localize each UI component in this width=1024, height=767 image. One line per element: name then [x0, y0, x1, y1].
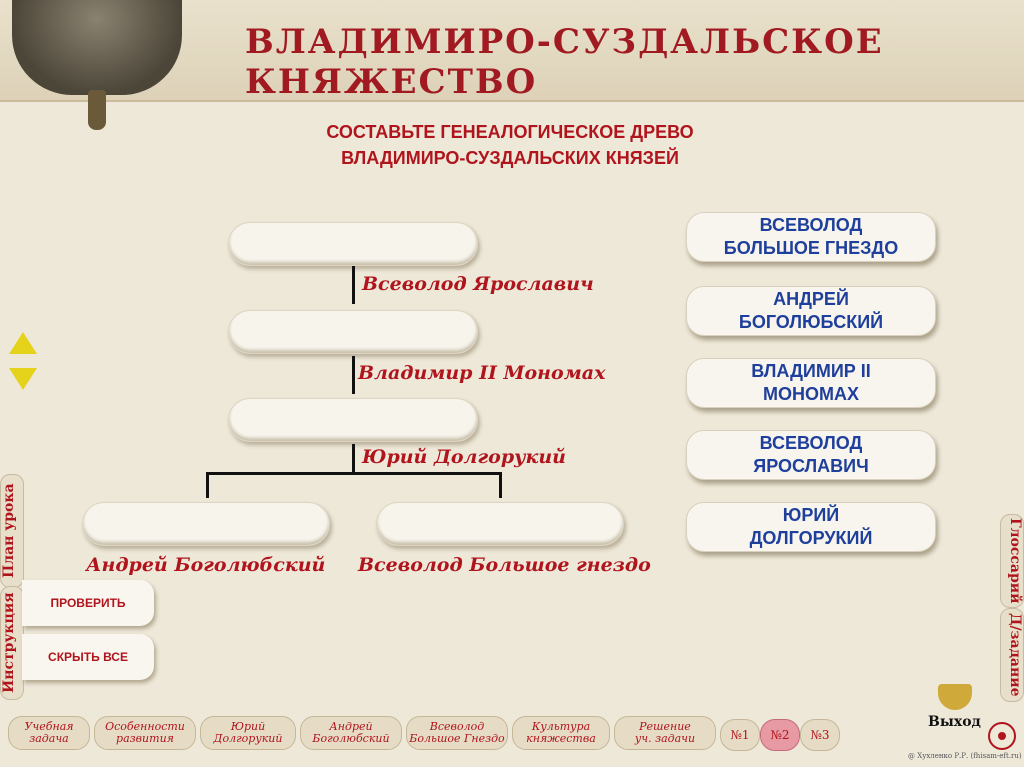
arrow-down-icon[interactable] — [9, 368, 37, 390]
task-number-1[interactable]: №1 — [720, 719, 760, 751]
bell-clapper — [88, 90, 106, 130]
nav-line: Учебная — [24, 720, 74, 733]
nav-line: Большое Гнездо — [409, 732, 505, 745]
nav-line: задача — [29, 732, 69, 745]
bell-image — [12, 0, 182, 95]
credit-text: @ Хухленко Р.Р. (fhisam-eft.ru) — [908, 752, 1022, 760]
nav-line: Юрий — [230, 720, 266, 733]
tab-lesson-plan[interactable]: План урока — [0, 474, 24, 588]
card-line: ВЛАДИМИР II — [751, 361, 871, 381]
nav-line: Андрей — [329, 720, 373, 733]
tree-branch-left — [206, 472, 209, 498]
nav-line: уч. задачи — [634, 732, 696, 745]
card-vsevolod-bolshoe-gnezdo[interactable] — [686, 212, 936, 262]
nav-yury[interactable] — [200, 716, 296, 750]
nav-line: Всеволод — [429, 720, 485, 733]
tree-slot-3[interactable] — [228, 398, 478, 442]
nav-line: Культура — [531, 720, 591, 733]
task-line-2: ВЛАДИМИРО-СУЗДАЛЬСКИХ КНЯЗЕЙ — [341, 148, 679, 168]
tree-connector-3 — [352, 444, 355, 474]
tree-label-child-right: Всеволод Большое гнездо — [358, 554, 651, 576]
card-line: БОГОЛЮБСКИЙ — [738, 312, 884, 332]
nav-features[interactable] — [94, 716, 196, 750]
nav-line: княжества — [526, 732, 596, 745]
tree-slot-2[interactable] — [228, 310, 478, 354]
header-banner — [0, 0, 1024, 102]
nav-line: развития — [116, 732, 174, 745]
chalice-icon — [938, 684, 972, 710]
card-line: ВСЕВОЛОД — [759, 215, 863, 235]
card-line: ВСЕВОЛОД — [759, 433, 863, 453]
nav-andrey[interactable] — [300, 716, 402, 750]
card-yury-dolgoruky[interactable] — [686, 502, 936, 552]
tree-slot-1[interactable] — [228, 222, 478, 266]
tree-connector-2 — [352, 356, 355, 394]
hide-all-button[interactable]: СКРЫТЬ ВСЕ — [22, 634, 154, 680]
card-line: МОНОМАХ — [763, 384, 859, 404]
exit-button[interactable] — [928, 684, 988, 748]
tree-slot-child-left[interactable] — [82, 502, 330, 546]
card-line: ДОЛГОРУКИЙ — [749, 528, 873, 548]
tab-glossary[interactable]: Глоссарий — [1000, 514, 1024, 608]
card-line: АНДРЕЙ — [773, 289, 849, 309]
check-button[interactable]: ПРОВЕРИТЬ — [22, 580, 154, 626]
app-title: ВЛАДИМИРО-СУЗДАЛЬСКОЕ КНЯЖЕСТВО — [245, 22, 884, 102]
nav-vsevolod[interactable] — [406, 716, 508, 750]
card-vladimir-monomakh[interactable] — [686, 358, 936, 408]
nav-line: Решение — [639, 720, 691, 733]
nav-solution[interactable] — [614, 716, 716, 750]
tree-label-level2: Владимир II Мономах — [358, 362, 606, 384]
nav-culture[interactable] — [512, 716, 610, 750]
nav-line: Боголюбский — [312, 732, 390, 745]
tree-label-child-left: Андрей Боголюбский — [86, 554, 326, 576]
tab-homework[interactable]: Д/задание — [1000, 608, 1024, 702]
tree-connector-1 — [352, 266, 355, 304]
task-number-3[interactable]: №3 — [800, 719, 840, 751]
exit-label: Выход — [928, 714, 981, 730]
tree-label-level1: Всеволод Ярославич — [362, 273, 594, 295]
tree-branch — [206, 472, 502, 475]
card-line: БОЛЬШОЕ ГНЕЗДО — [723, 238, 899, 258]
card-line: ЮРИЙ — [782, 505, 840, 525]
nav-line: Долгорукий — [213, 732, 283, 745]
card-line: ЯРОСЛАВИЧ — [753, 456, 869, 476]
tab-instruction[interactable]: Инструкция — [0, 586, 24, 700]
arrow-up-icon[interactable] — [9, 332, 37, 354]
tree-slot-child-right[interactable] — [376, 502, 624, 546]
nav-line: Особенности — [105, 720, 185, 733]
card-andrey-bogolyubsky[interactable] — [686, 286, 936, 336]
nav-learning-task[interactable] — [8, 716, 90, 750]
task-number-2[interactable]: №2 — [760, 719, 800, 751]
tree-branch-right — [499, 472, 502, 498]
target-icon — [988, 722, 1016, 750]
card-vsevolod-yaroslavich[interactable] — [686, 430, 936, 480]
tree-label-level3: Юрий Долгорукий — [362, 446, 566, 468]
task-line-1: СОСТАВЬТЕ ГЕНЕАЛОГИЧЕСКОЕ ДРЕВО — [326, 122, 694, 142]
